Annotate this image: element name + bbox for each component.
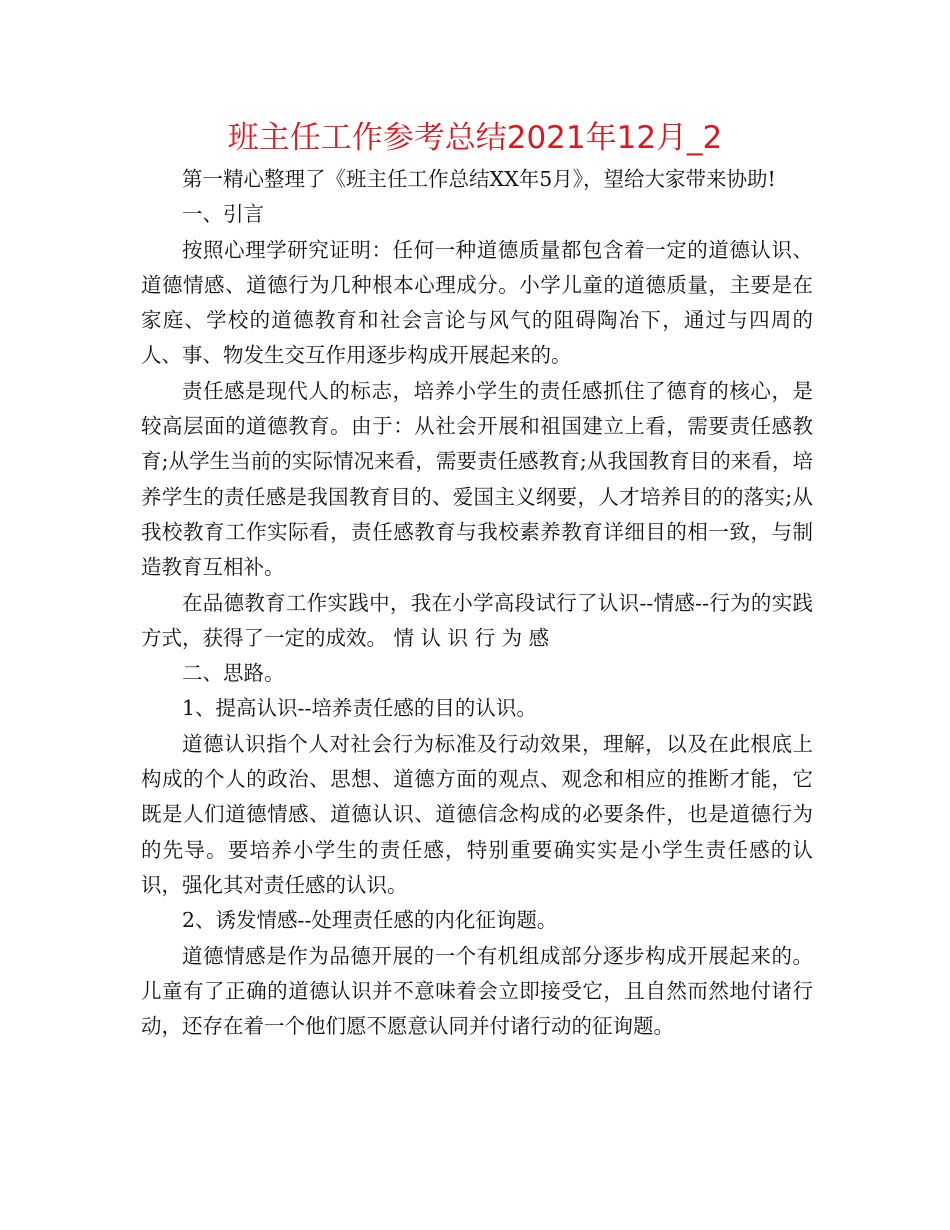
paragraph-intro: 第一精心整理了《班主任工作总结XX年5月》，望给大家带来协助! xyxy=(182,167,776,191)
paragraph-responsibility: 责任感是现代人的标志，培养小学生的责任感抓住了德育的核心，是较高层面的道德教育。由于：从社会开展和祖国建立上看，需要责任感教育;从学生当前的实际情况来看，需要责任感教育;从我国教育目的来看，培养学生的责任感是我国教育目的、爱国主义纲要，人才培养目的的落实;从我校教育工作实际看，责任感教育与我校素养教育详细目的相一致，与制造教育互相补。 xyxy=(141,378,813,580)
paragraph-moral-cognition: 道德认识指个人对社会行为标准及行动效果，理解，以及在此根底上构成的个人的政治、思想、道德方面的观点、观念和相应的推断才能，它既是人们道德情感、道德认识、道德信念构成的必要条件，也是道德行为的先导。要培养小学生的责任感，特别重要确实实是小学生责任感的认识，强化其对责任感的认识。 xyxy=(141,731,813,897)
paragraph-psychology: 按照心理学研究证明：任何一种道德质量都包含着一定的道德认识、道德情感、道德行为几种根本心理成分。小学儿童的道德质量，主要是在家庭、学校的道德教育和社会言论与风气的阻碍陶冶下，通过与四周的人、事、物发生交互作用逐步构成开展起来的。 xyxy=(141,237,813,368)
heading-approach: 二、思路。 xyxy=(182,661,285,686)
document-body xyxy=(141,162,813,1044)
document-title: 班主任工作参考总结2021年12月_2 xyxy=(227,120,723,156)
paragraph-practice: 在品德教育工作实践中，我在小学高段试行了认识--情感--行为的实践方式，获得了一定的成效。 情 认 识 行 为 感 xyxy=(141,590,813,650)
paragraph-moral-emotion: 道德情感是作为品德开展的一个有机组成部分逐步构成开展起来的。儿童有了正确的道德认识并不意味着会立即接受它，且自然而然地付诸行动，还存在着一个他们愿不愿意认同并付诸行动的征询题。 xyxy=(141,943,813,1039)
subheading-raise-awareness: 1、提高认识--培养责任感的目的认识。 xyxy=(182,696,537,721)
heading-introduction: 一、引言 xyxy=(182,202,264,227)
subheading-evoke-emotion: 2、诱发情感--处理责任感的内化征询题。 xyxy=(182,908,558,933)
